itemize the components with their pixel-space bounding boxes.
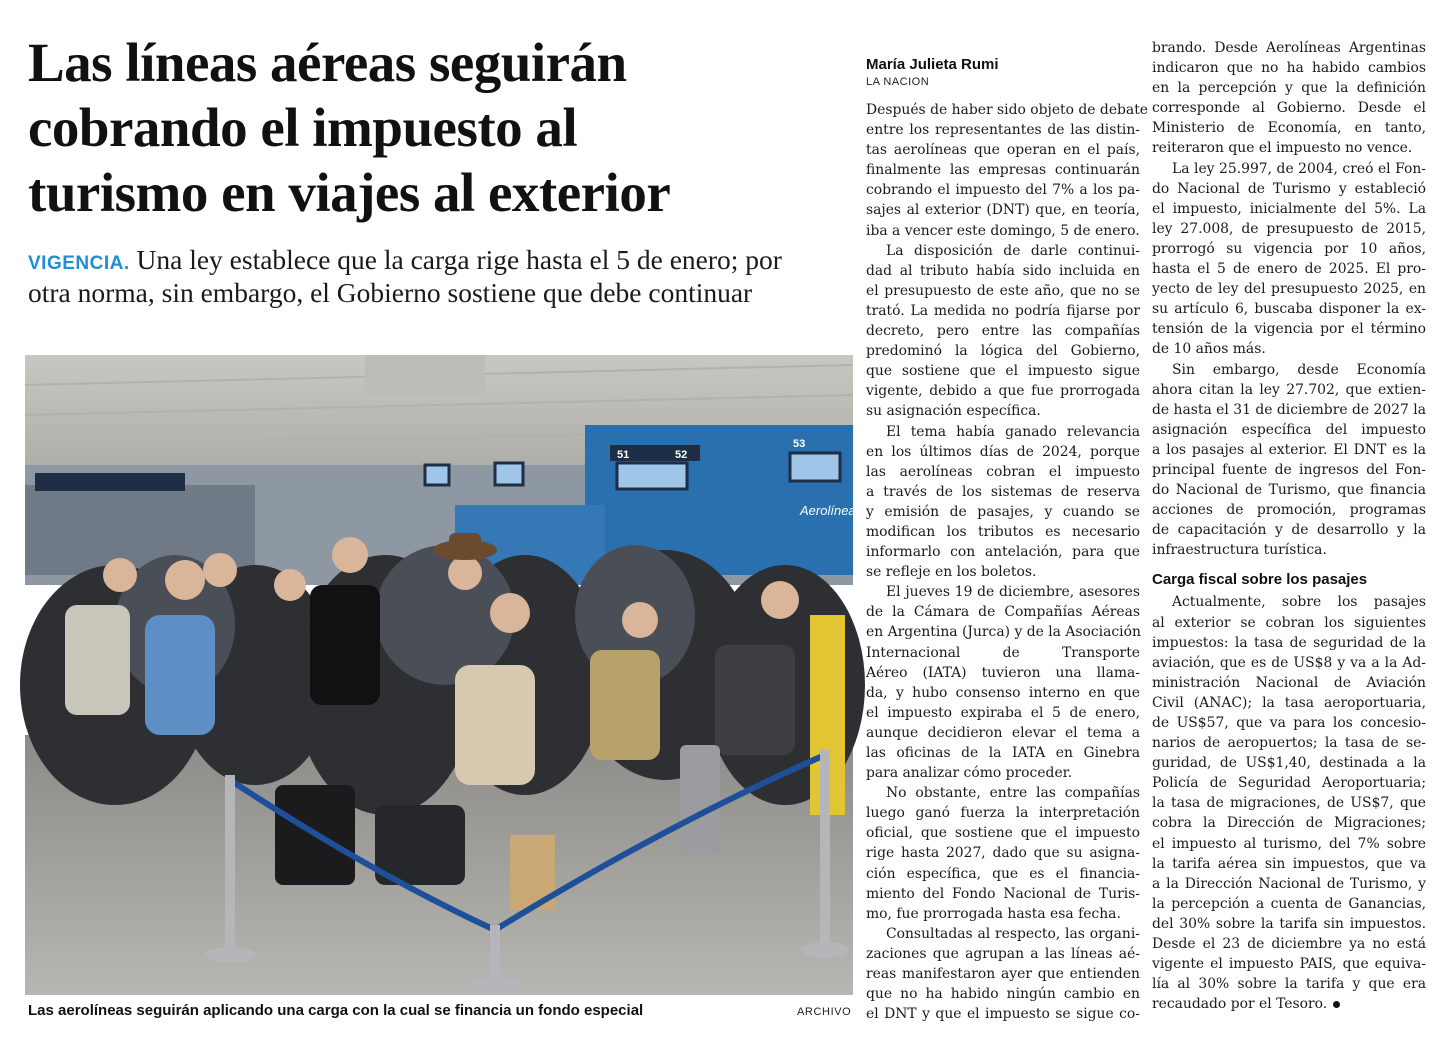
gate-sign: 51	[617, 449, 630, 461]
text-line: corresponde al Gobierno. Desde el	[1152, 100, 1426, 117]
text-line: Actualmente, sobre los pasajes	[1172, 594, 1426, 611]
deck-line: otra norma, sin embargo, el Gobierno sostiene que debe continuar	[28, 277, 753, 308]
text-line: ahora citan la ley 27.702, que extien-	[1152, 381, 1426, 398]
text-line: Policía de Seguridad Aeroportuaria;	[1152, 775, 1426, 792]
text-line: predominó la lógica del Gobierno,	[866, 343, 1140, 360]
text-line: ministración Nacional de Aviación	[1152, 674, 1426, 691]
text-line: entre los representantes de las distin-	[866, 122, 1140, 139]
text-line: vigente el impuesto PAIS, que equiva-	[1152, 956, 1426, 973]
text-line: vigente, debido a que fue prorrogada	[866, 383, 1140, 400]
text-line: en la percepción y que la definición	[1152, 80, 1426, 97]
photo-credit: ARCHIVO	[797, 1006, 852, 1018]
text-line: las aerolíneas cobran el impuesto	[866, 463, 1140, 480]
deck-line	[28, 245, 848, 278]
text-line: y emisión de pasajes, y cuando se	[866, 503, 1140, 520]
text-line: decreto, pero entre las compañías	[866, 323, 1140, 340]
text-line: Civil (ANAC); la tasa aeroportuaria,	[1152, 694, 1426, 711]
text-line: a la Dirección Nacional de Turismo, y	[1152, 875, 1426, 892]
text-line: Después de haber sido objeto de debate	[866, 102, 1149, 118]
text-line: sajes al exterior (DNT) que, en teoría,	[866, 202, 1140, 219]
text-line: la percepción a cuenta de Ganancias,	[1152, 895, 1426, 912]
text-line: miento del Fondo Nacional de Turis-	[866, 885, 1140, 902]
text-line: la tarifa aérea sin impuestos, que va	[1152, 855, 1426, 872]
airport-crowd-photo	[25, 355, 863, 995]
text-line: oficial, que sostiene que el impuesto	[866, 825, 1140, 842]
text-line: modifican los tributos es necesario	[866, 523, 1140, 540]
text-line: que no ha habido ningún cambio en	[866, 986, 1140, 1003]
text-line: cobrando el impuesto del 7% a los pa-	[866, 182, 1140, 199]
text-line: do Nacional de Turismo, que financia	[1152, 482, 1426, 499]
text-line: el presupuesto de este año, que no se	[866, 282, 1140, 299]
text-line: lía al 30% sobre la tarifa y que era	[1152, 976, 1426, 993]
text-line: aunque decidieron elevar el tema a	[866, 724, 1140, 741]
text-line: impuestos: la tasa de seguridad de la	[1152, 634, 1426, 651]
text-line-end: recaudado por el Tesoro.	[1152, 996, 1328, 1013]
headline	[28, 30, 828, 225]
airline-banner: Aerolíneas	[800, 503, 863, 518]
text-line: El tema había ganado relevancia	[886, 423, 1140, 440]
text-line: Consultadas al respecto, las organi-	[886, 925, 1140, 942]
section-subhead: Carga fiscal sobre los pasajes	[1152, 571, 1368, 589]
text-line: el impuesto al turismo, del 7% sobre	[1152, 835, 1426, 852]
text-line: informarlo con antelación, para que	[866, 544, 1140, 561]
text-line: se refleje en los boletos.	[866, 564, 1037, 581]
text-line: finalmente las empresas continuarán	[866, 162, 1140, 179]
text-line: Internacional de Transporte	[866, 644, 1140, 661]
deck	[28, 245, 848, 307]
article-column-2	[1152, 38, 1426, 1014]
text-line: prorrogó su vigencia por 10 años,	[1152, 240, 1426, 257]
text-line: a través de los sistemas de reserva	[866, 483, 1140, 500]
text-line: mo, fue prorrogada hasta esa fecha.	[866, 905, 1121, 922]
text-line: Desde el 23 de diciembre ya no está	[1152, 936, 1426, 953]
deck-text: Una ley establece que la carga rige hasta el 5 de enero; por	[136, 244, 782, 275]
text-line: yecto de ley del presupuesto 2025, en	[1152, 281, 1426, 298]
text-line: El jueves 19 de diciembre, asesores	[886, 584, 1140, 601]
text-line: aviación, que es de US$8 y va a la Ad-	[1152, 654, 1426, 671]
text-line: su artículo 6, buscaba disponer la ex-	[1152, 301, 1426, 318]
text-line	[1152, 994, 1426, 1014]
text-line: de la Cámara de Compañías Aéreas	[866, 604, 1140, 621]
text-line: el impuesto, inicialmente del 5%. La	[1152, 200, 1426, 217]
text-line: el impuesto expiraba el 5 de enero,	[866, 704, 1140, 721]
article-photo	[25, 355, 863, 995]
text-line: No obstante, entre las compañías	[886, 785, 1140, 802]
headline-line: turismo en viajes al exterior	[28, 162, 671, 223]
text-line: ción específica, que es el financia-	[866, 865, 1140, 882]
text-line: Aéreo (IATA) tuvieron una llama-	[866, 664, 1140, 681]
text-line: la tasa de migraciones, de US$7, que	[1152, 795, 1426, 812]
text-line: reiteraron que el impuesto no vence.	[1152, 140, 1413, 157]
text-line: de capacitación y de desarrollo y la	[1152, 522, 1426, 539]
text-line: tensión de la vigencia por el término	[1152, 321, 1426, 338]
text-line: a los pasajes al exterior. El DNT es la	[1152, 441, 1426, 458]
text-line: indicaron que no ha habido cambios	[1152, 60, 1426, 77]
text-line: las oficinas de la IATA en Ginebra	[866, 745, 1140, 761]
text-line: do Nacional de Turismo y estableció	[1152, 180, 1426, 197]
byline-outlet: LA NACION	[866, 76, 930, 88]
text-line: iba a vencer este domingo, 5 de enero.	[866, 222, 1140, 239]
text-line: cobra la Dirección de Migraciones;	[1152, 815, 1426, 832]
text-line: La disposición de darle continui-	[886, 242, 1140, 259]
text-line: trató. La medida no podría fijarse por	[866, 302, 1140, 319]
byline-author: María Julieta Rumi	[866, 56, 999, 73]
text-line: Ministerio de Economía, en tanto,	[1152, 120, 1426, 137]
headline-line: Las líneas aéreas seguirán	[28, 32, 627, 93]
text-line: rige hasta 2027, dado que su asigna-	[866, 845, 1140, 862]
text-line: narios de aeropuertos; la tasa de se-	[1152, 735, 1426, 752]
text-line: dad al tributo había sido incluida en	[866, 262, 1140, 279]
text-line: ley 27.008, de presupuesto de 2015,	[1152, 220, 1426, 237]
photo-caption: Las aerolíneas seguirán aplicando una carga con la cual se financia un fondo especial	[28, 1002, 644, 1019]
text-line: del 30% sobre la tarifa sin impuestos.	[1152, 915, 1426, 932]
headline-line: cobrando el impuesto al	[28, 97, 578, 158]
text-line: de hasta el 31 de diciembre de 2027 la	[1152, 401, 1426, 418]
gate-sign: 52	[675, 449, 688, 461]
text-line: al exterior se cobran los siguientes	[1152, 614, 1426, 631]
text-line: principal fuente de ingresos del Fon-	[1152, 461, 1426, 478]
text-line: guridad, de US$1,40, destinada a la	[1152, 755, 1426, 772]
text-line: hasta el 5 de enero de 2025. El pro-	[1152, 261, 1426, 278]
text-line: tas aerolíneas que operan en el país,	[866, 142, 1140, 159]
text-line: Sin embargo, desde Economía	[1172, 361, 1426, 378]
text-line: que sostiene que el impuesto sigue	[866, 363, 1140, 380]
text-line: luego ganó fuerza la interpretación	[866, 805, 1140, 822]
gate-sign: 53	[793, 438, 806, 450]
text-line: en los últimos días de 2024, porque	[866, 443, 1140, 460]
kicker: VIGENCIA.	[28, 253, 130, 274]
text-line: La ley 25.997, de 2004, creó el Fon-	[1172, 160, 1426, 177]
end-of-article-icon	[1333, 1001, 1340, 1008]
text-line: para analizar cómo proceder.	[866, 765, 1073, 782]
text-line: reas manifestaron ayer que entienden	[866, 966, 1140, 983]
text-line: asignación específica del impuesto	[1152, 421, 1426, 438]
text-line: infraestructura turística.	[1152, 542, 1327, 559]
text-line: su asignación específica.	[866, 403, 1041, 420]
text-line: de 10 años más.	[1152, 341, 1266, 358]
text-line: en Argentina (Jurca) y de la Asociación	[866, 624, 1141, 641]
text-line: da, y hubo consenso interno en que	[866, 684, 1140, 701]
article-column-1	[866, 100, 1149, 1024]
text-line: brando. Desde Aerolíneas Argentinas	[1152, 40, 1426, 56]
text-line: zaciones que agrupan a las líneas aé-	[866, 945, 1140, 962]
text-line: de US$57, que va para los concesio-	[1152, 715, 1426, 731]
text-line: el DNT y que el impuesto se sigue co-	[866, 1006, 1140, 1023]
text-line: acciones de promoción, programas	[1152, 502, 1426, 519]
